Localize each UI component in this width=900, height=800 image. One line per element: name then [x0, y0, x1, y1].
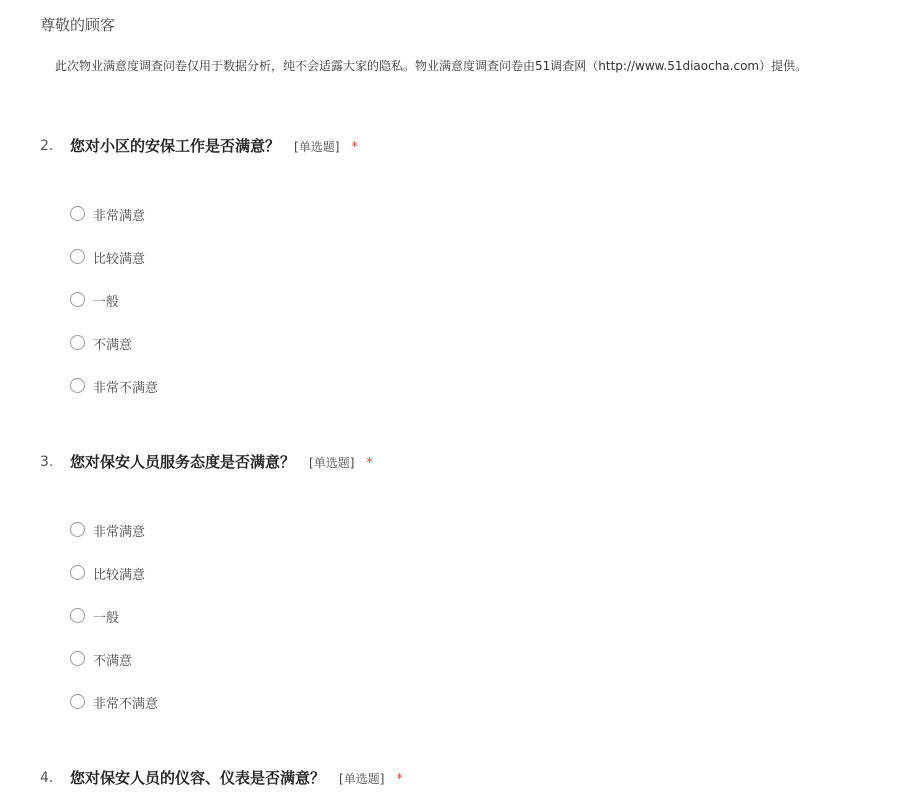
option-very-dissatisfied[interactable]	[70, 681, 158, 724]
option-label: 非常不满意	[93, 697, 159, 712]
radio-button[interactable]	[70, 292, 85, 307]
option-fairly-satisfied[interactable]	[70, 552, 158, 595]
option-average[interactable]	[70, 595, 158, 638]
question-type-label: [单选题]	[309, 456, 355, 470]
question-header	[40, 766, 860, 790]
option-label: 一般	[93, 611, 120, 626]
option-label: 非常不满意	[93, 381, 159, 396]
question-header	[40, 450, 860, 474]
required-asterisk: *	[396, 772, 403, 787]
radio-button[interactable]	[70, 249, 85, 264]
option-dissatisfied[interactable]	[70, 638, 158, 681]
option-label: 不满意	[93, 338, 133, 353]
option-very-dissatisfied[interactable]	[70, 365, 158, 408]
question-header	[40, 134, 860, 158]
radio-button[interactable]	[70, 522, 85, 537]
radio-button[interactable]	[70, 608, 85, 623]
option-label: 非常满意	[93, 209, 146, 224]
question-title-text: 您对小区的安保工作是否满意？	[70, 137, 281, 155]
required-asterisk: *	[366, 456, 373, 471]
option-dissatisfied[interactable]	[70, 322, 158, 365]
radio-button[interactable]	[70, 206, 85, 221]
option-label: 一般	[93, 295, 120, 310]
radio-button[interactable]	[70, 651, 85, 666]
survey-intro: 此次物业满意度调查问卷仅用于数据分析，纯不会适露大家的隐私。物业满意度调查问卷由51调查网（http://www.51diaocha.com）提供。	[55, 59, 808, 73]
option-average[interactable]	[70, 279, 158, 322]
question-type-label: [单选题]	[339, 772, 385, 786]
greeting-heading: 尊敬的顾客	[40, 16, 116, 34]
required-asterisk: *	[351, 140, 358, 155]
question-number: 3.	[40, 454, 54, 470]
radio-button[interactable]	[70, 694, 85, 709]
option-very-satisfied[interactable]	[70, 193, 158, 236]
question-4	[40, 766, 860, 790]
question-title	[70, 450, 373, 476]
question-number: 4.	[40, 770, 54, 786]
option-label: 比较满意	[93, 568, 146, 583]
question-3	[40, 450, 860, 712]
question-title-text: 您对保安人员服务态度是否满意？	[70, 453, 296, 471]
option-label: 不满意	[93, 654, 133, 669]
question-type-label: [单选题]	[294, 140, 340, 154]
options-list	[70, 509, 158, 724]
option-very-satisfied[interactable]	[70, 509, 158, 552]
option-fairly-satisfied[interactable]	[70, 236, 158, 279]
radio-button[interactable]	[70, 335, 85, 350]
question-number: 2.	[40, 138, 54, 154]
question-title	[70, 134, 358, 160]
option-label: 比较满意	[93, 252, 146, 267]
question-title	[70, 766, 403, 792]
options-list	[70, 193, 158, 408]
radio-button[interactable]	[70, 565, 85, 580]
question-title-text: 您对保安人员的仪容、仪表是否满意？	[70, 769, 326, 787]
question-2	[40, 134, 860, 396]
option-label: 非常满意	[93, 525, 146, 540]
radio-button[interactable]	[70, 378, 85, 393]
